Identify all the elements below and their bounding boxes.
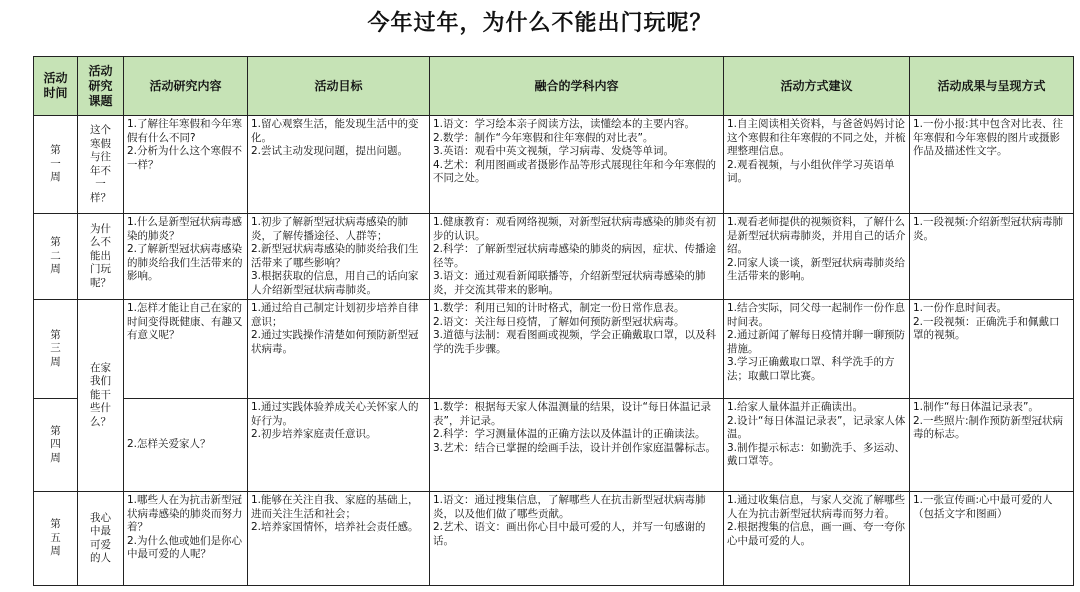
content-cell: 1.哪些人在为抗击新型冠状病毒感染的肺炎而努力着？ 2.为什么他或她们是你心中最可爱的人呢？ (124, 492, 248, 586)
week-cell: 第五周 (34, 492, 78, 586)
table-row (34, 399, 1074, 492)
subjects-cell: 1.语文：学习绘本亲子阅读方法，读懂绘本的主要内容。 2.数学：制作“今年寒假和往年寒假的对比表”。 3.英语：观看中英文视频，学习病毒、发烧等单词。 4.艺术：利用图画或者摄影作品等形式展现往年和今年寒假的不同之处。 (430, 116, 724, 214)
week-cell: 第二周 (34, 214, 78, 300)
header-content: 活动研究内容 (124, 57, 248, 116)
header-topic: 活动研究课题 (78, 57, 124, 116)
week-cell: 第四周 (34, 399, 78, 492)
subjects-cell: 1.健康教育：观看网络视频，对新型冠状病毒感染的肺炎有初步的认识。 2.科学：了解新型冠状病毒感染的肺炎的病因，症状、传播途径等。 3.语文：通过观看新闻联播等，介绍新型冠状病毒感染的肺炎，并交流其带来的影响。 (430, 214, 724, 300)
methods-cell: 1.给家人量体温并正确读出。 2.设计“每日体温记录表”，记录家人体温。 3.制作提示标志：如勤洗手、多运动、戴口罩等。 (724, 399, 910, 492)
header-goals: 活动目标 (248, 57, 430, 116)
results-cell: 1.一份小报:其中包含对比表、往年寒假和今年寒假的图片或摄影作品及描述性文字。 (910, 116, 1074, 214)
goals-cell: 1.通过实践体验养成关心关怀家人的好行为。 2.初步培养家庭责任意识。 (248, 399, 430, 492)
week-cell: 第三周 (34, 300, 78, 399)
header-methods: 活动方式建议 (724, 57, 910, 116)
methods-cell: 1.自主阅读相关资料，与爸爸妈妈讨论这个寒假和往年寒假的不同之处，并梳理整理信息。 2.观看视频，与小组伙伴学习英语单词。 (724, 116, 910, 214)
header-results: 活动成果与呈现方式 (910, 57, 1074, 116)
document-title: 今年过年，为什么不能出门玩呢？ (367, 10, 713, 36)
results-cell: 1.一份作息时间表。 2.一段视频：正确洗手和佩戴口罩的视频。 (910, 300, 1074, 399)
table-row (34, 300, 1074, 399)
topic-cell: 在家我们能干些什么？ (78, 300, 124, 492)
subjects-cell: 1.数学：根据每天家人体温测量的结果，设计“每日体温记录表”，并记录。 2.科学：学习测量体温的正确方法以及体温计的正确读法。 3.艺术：结合已掌握的绘画手法，设计并创作家庭温馨标志。 (430, 399, 724, 492)
methods-cell: 1.通过收集信息，与家人交流了解哪些人在为抗击新型冠状病毒而努力着。 2.根据搜集的信息，画一画、夸一夸你心中最可爱的人。 (724, 492, 910, 586)
content-cell: 1.了解往年寒假和今年寒假有什么不同? 2.分析为什么这个寒假不一样？ (124, 116, 248, 214)
methods-cell: 1.结合实际，同父母一起制作一份作息时间表。 2.通过新闻了解每日疫情并聊一聊预防措施。 3.学习正确戴取口罩、科学洗手的方法；取戴口罩比赛。 (724, 300, 910, 399)
table-row (34, 492, 1074, 586)
content-cell: 1.怎样才能让自己在家的时间变得既健康、有趣又有意义呢？ (124, 300, 248, 399)
results-cell: 1.一段视频:介绍新型冠状病毒肺炎。 (910, 214, 1074, 300)
results-cell: 1.一张宣传画:心中最可爱的人（包括文字和图画） (910, 492, 1074, 586)
table-row (34, 116, 1074, 214)
topic-cell: 为什么不能出门玩呢？ (78, 214, 124, 300)
methods-cell: 1.观看老师提供的视频资料，了解什么是新型冠状病毒肺炎，并用自己的话介绍。 2.同家人谈一谈，新型冠状病毒肺炎给生活带来的影响。 (724, 214, 910, 300)
goals-cell: 1.初步了解新型冠状病毒感染的肺炎，了解传播途径、人群等； 2.新型冠状病毒感染的肺炎给我们生活带来了哪些影响？ 3.根据获取的信息，用自己的话向家人介绍新型冠状病毒肺炎。 (248, 214, 430, 300)
goals-cell: 1.通过给自己制定计划初步培养自律意识； 2.通过实践操作清楚如何预防新型冠状病毒。 (248, 300, 430, 399)
results-cell: 1.制作“每日体温记录表”。 2.一些照片:制作预防新型冠状病毒的标志。 (910, 399, 1074, 492)
content-cell: 2.怎样关爱家人？ (124, 399, 248, 492)
topic-cell: 我心中最可爱的人 (78, 492, 124, 586)
week-cell: 第一周 (34, 116, 78, 214)
activity-table (33, 56, 1074, 586)
header-time: 活动时间 (34, 57, 78, 116)
topic-cell: 这个寒假与往年不一样？ (78, 116, 124, 214)
header-row (34, 57, 1074, 116)
table-row (34, 214, 1074, 300)
goals-cell: 1.能够在关注自我、家庭的基础上，进而关注生活和社会； 2.培养家国情怀，培养社会责任感。 (248, 492, 430, 586)
header-subjects: 融合的学科内容 (430, 57, 724, 116)
subjects-cell: 1.语文：通过搜集信息，了解哪些人在抗击新型冠状病毒肺炎，以及他们做了哪些贡献。 2.艺术、语文：画出你心目中最可爱的人，并写一句感谢的话。 (430, 492, 724, 586)
goals-cell: 1.留心观察生活，能发现生活中的变化。 2.尝试主动发现问题，提出问题。 (248, 116, 430, 214)
subjects-cell: 1.数学：利用已知的计时格式，制定一份日常作息表。 2.语文：关注每日疫情，了解如何预防新型冠状病毒。 3.道德与法制：观看图画或视频，学会正确戴取口罩，以及科学的洗手步骤。 (430, 300, 724, 399)
content-cell: 1.什么是新型冠状病毒感染的肺炎？ 2.了解新型冠状病毒感染的肺炎给我们生活带来的影响。 (124, 214, 248, 300)
